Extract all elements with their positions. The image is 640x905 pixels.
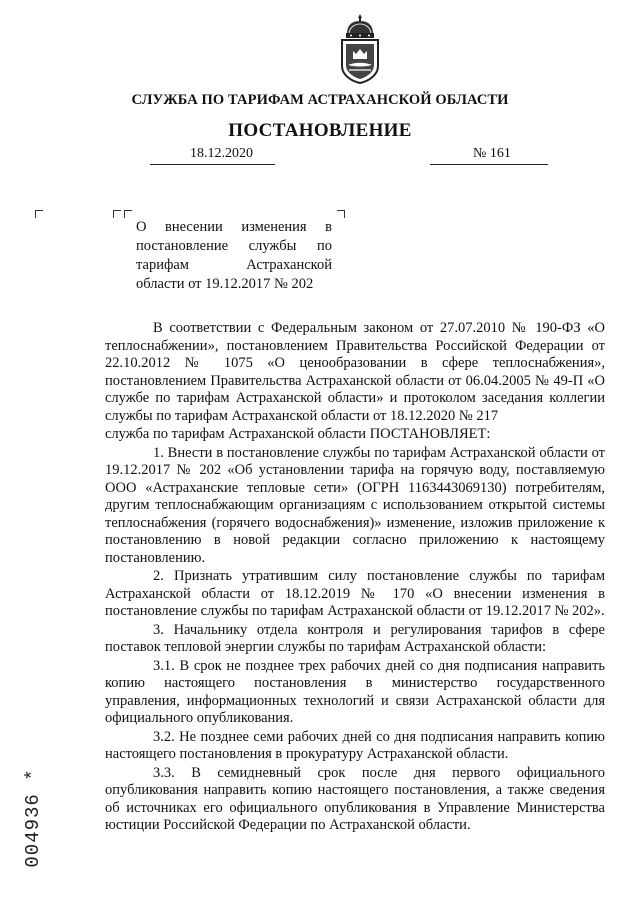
preamble-paragraph: В соответствии с Федеральным законом от 27.07.2010 № 190-ФЗ «О теплоснабжении», постановлением Правительства Российской Федерации от 22.10.2012 № 1075 «О ценообразовании в сфере теплоснабжения», постановлением Правительства Астраханской области от 06.04.2005 № 49-П «О службе по тарифам Астраханской области» и протоколом заседания коллегии службы по тарифам Астраханской области от 18.12.2020 № 217 [105, 320, 605, 424]
resolution-statement: служба по тарифам Астраханской области ПОСТАНОВЛЯЕТ: [105, 426, 491, 442]
document-number: № 161 [473, 146, 511, 161]
date-underline [150, 164, 275, 165]
corner-mark-subject-right [337, 210, 345, 218]
item-3-paragraph: 3. Начальнику отдела контроля и регулирования тарифов в сфере поставок тепловой энергии службы по тарифам Астраханской области: [105, 621, 605, 655]
serial-number: 004936 * [22, 768, 44, 868]
coat-of-arms-emblem [335, 12, 385, 84]
item-3-2-paragraph: 3.2. Не позднее семи рабочих дней со дня подписания направить копию настоящего постановления в прокуратуру Астраханской области. [105, 728, 605, 762]
subject-line: О внесении изменения в [136, 219, 332, 235]
document-body [105, 320, 605, 835]
corner-mark-left [35, 210, 43, 218]
item-3-3-paragraph: 3.3. В семидневный срок после дня первого официального опубликования направить копию настоящего постановления, а также сведения об источниках его официального опубликования в Управление Министерства юстиции Российской Федерации по Астраханской области. [105, 764, 605, 833]
item-2-paragraph: 2. Признать утратившим силу постановление службы по тарифам Астраханской области от 18.12.2019 № 170 «О внесении изменения в постановление службы по тарифам Астраханской области от 19.12.2017 № 202». [105, 568, 605, 619]
number-underline [430, 164, 548, 165]
document-date: 18.12.2020 [190, 146, 253, 161]
document-type-title: ПОСТАНОВЛЕНИЕ [228, 120, 412, 141]
subject-line: тарифам Астраханской [136, 257, 332, 273]
subject-line: области от 19.12.2017 № 202 [136, 276, 314, 292]
corner-mark-subject-inner [124, 210, 132, 218]
serial-stamp [20, 748, 46, 888]
subject-block [136, 218, 332, 294]
subject-line: постановление службы по [136, 238, 332, 254]
corner-mark-subject-left [113, 210, 121, 218]
item-3-1-paragraph: 3.1. В срок не позднее трех рабочих дней со дня подписания направить копию настоящего постановления в министерство государственного управления, информационных технологий и связи Астраханской области для официального опубликования. [105, 657, 605, 726]
item-1-paragraph: 1. Внести в постановление службы по тарифам Астраханской области от 19.12.2017 № 202 «Об установлении тарифа на горячую воду, поставляемую ООО «Астраханские тепловые сети» (ОГРН 1163443069130) потребителям, другим теплоснабжающим организациям с использованием открытой системы теплоснабжения (горячего водоснабжения)» изменение, изложив приложение к постановлению в новой редакции согласно приложению к настоящему постановлению. [105, 444, 605, 566]
organization-name: СЛУЖБА ПО ТАРИФАМ АСТРАХАНСКОЙ ОБЛАСТИ [131, 92, 509, 108]
